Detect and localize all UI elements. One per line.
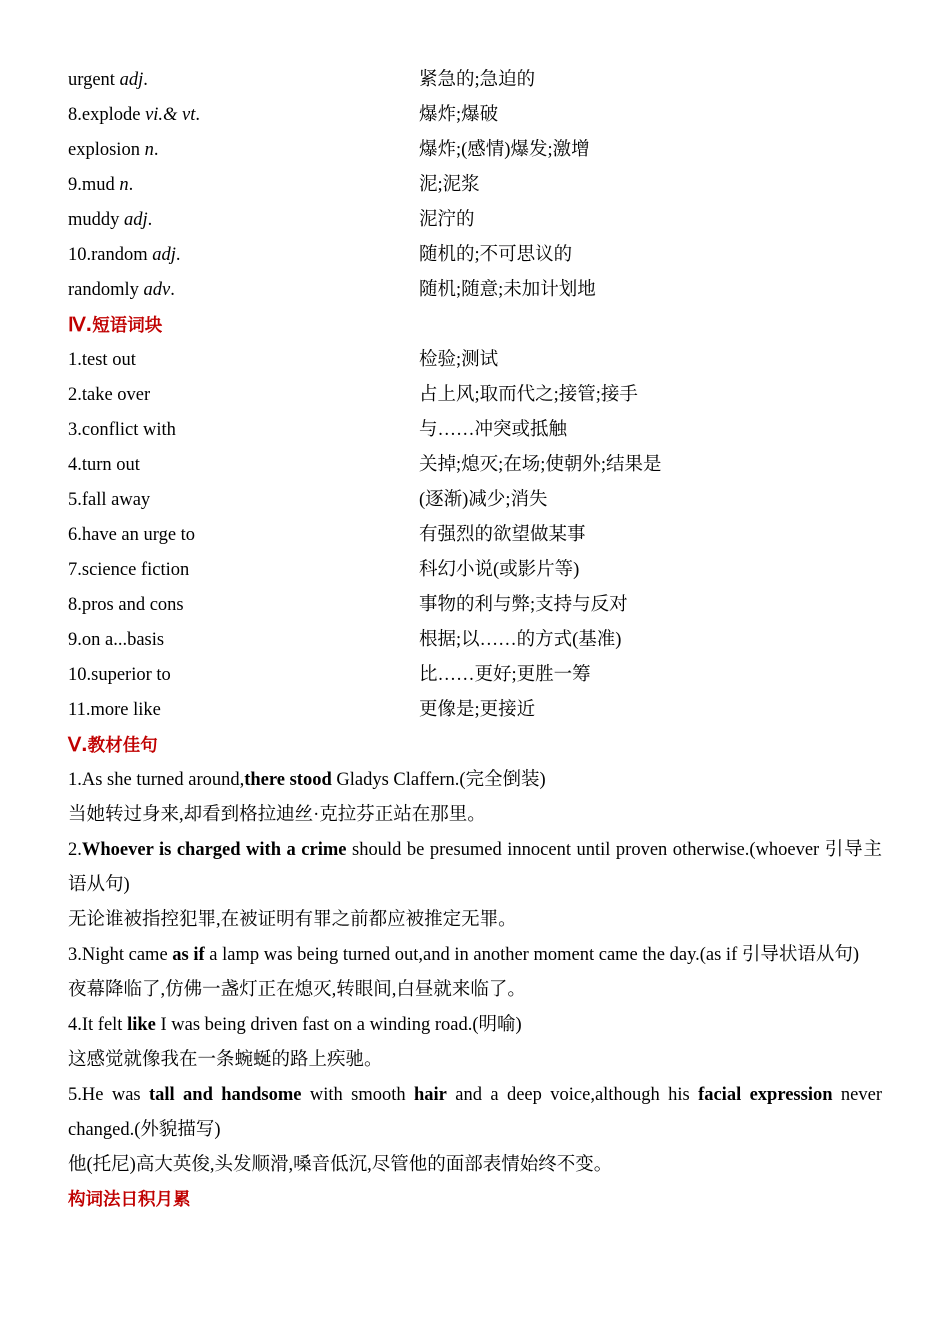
vocab-meaning: 随机;随意;未加计划地: [419, 280, 596, 300]
phrase-text: 10.superior to: [68, 665, 171, 685]
sentence-translation: 他(托尼)高大英俊,头发顺滑,嗓音低沉,尽管他的面部表情始终不变。: [68, 1155, 613, 1175]
phrase-row: [68, 588, 882, 623]
vocab-meaning: 随机的;不可思议的: [419, 245, 573, 265]
sentence-block-3: [68, 938, 882, 1008]
section-heading-phrases: Ⅳ.短语词块: [68, 315, 163, 336]
sentence-block-1: [68, 763, 882, 833]
section-heading-word-formation: 构词法日积月累: [68, 1190, 191, 1210]
phrase-row: [68, 483, 882, 518]
phrase-row: [68, 658, 882, 693]
phrase-text: 11.more like: [68, 700, 161, 720]
phrase-meaning: 根据;以……的方式(基准): [419, 630, 622, 650]
phrase-row: [68, 518, 882, 553]
sentence-english: 4.It felt like I was being driven fast on a winding road.(明喻): [68, 1015, 522, 1035]
phrase-meaning: 科幻小说(或影片等): [419, 560, 580, 580]
vocab-row: [68, 203, 882, 238]
sentence-english: 5.He was tall and handsome with smooth hair and a deep voice,although his facial expression never changed.(外貌描写): [68, 1085, 882, 1140]
phrase-row: [68, 413, 882, 448]
vocab-word: 8.explode vi.& vt.: [68, 105, 201, 125]
sentence-translation: 当她转过身来,却看到格拉迪丝·克拉芬正站在那里。: [68, 805, 486, 825]
phrase-meaning: 占上风;取而代之;接管;接手: [419, 385, 638, 405]
vocab-row: [68, 63, 882, 98]
sentence-translation: 这感觉就像我在一条蜿蜒的路上疾驰。: [68, 1050, 383, 1070]
page-content: [68, 63, 882, 1218]
vocab-row: [68, 133, 882, 168]
phrase-meaning: 与……冲突或抵触: [419, 420, 568, 440]
phrase-row: [68, 448, 882, 483]
vocab-row: [68, 238, 882, 273]
phrase-row: [68, 693, 882, 728]
phrase-text: 3.conflict with: [68, 420, 176, 440]
phrase-meaning: 检验;测试: [419, 350, 499, 370]
phrase-meaning: 更像是;更接近: [419, 700, 536, 720]
phrase-text: 4.turn out: [68, 455, 140, 475]
sentence-block-2: [68, 833, 882, 938]
phrase-row: [68, 343, 882, 378]
vocab-word: 10.random adj.: [68, 245, 181, 265]
phrase-meaning: (逐渐)减少;消失: [419, 490, 548, 510]
sentence-translation: 无论谁被指控犯罪,在被证明有罪之前都应被推定无罪。: [68, 910, 517, 930]
vocab-row: [68, 98, 882, 133]
sentence-english: 3.Night came as if a lamp was being turned out,and in another moment came the day.(as if 引导状语从句): [68, 945, 860, 965]
phrase-meaning: 事物的利与弊;支持与反对: [419, 595, 628, 615]
vocab-meaning: 紧急的;急迫的: [419, 70, 536, 90]
phrase-text: 7.science fiction: [68, 560, 190, 580]
vocab-row: [68, 168, 882, 203]
phrase-meaning: 关掉;熄灭;在场;使朝外;结果是: [419, 455, 662, 475]
section-heading-sentences: Ⅴ.教材佳句: [68, 735, 158, 756]
phrase-list: [68, 343, 882, 728]
phrase-text: 6.have an urge to: [68, 525, 196, 545]
vocab-row: [68, 273, 882, 308]
phrase-text: 1.test out: [68, 350, 136, 370]
vocab-word: explosion n.: [68, 140, 159, 160]
vocab-word: muddy adj.: [68, 210, 153, 230]
phrase-row: [68, 623, 882, 658]
phrase-row: [68, 378, 882, 413]
vocab-word: urgent adj.: [68, 70, 148, 90]
sentence-block-4: [68, 1008, 882, 1078]
phrase-text: 9.on a...basis: [68, 630, 165, 650]
sentence-translation: 夜幕降临了,仿佛一盏灯正在熄灭,转眼间,白昼就来临了。: [68, 980, 526, 1000]
phrase-text: 5.fall away: [68, 490, 151, 510]
vocab-list: [68, 63, 882, 308]
phrase-text: 8.pros and cons: [68, 595, 184, 615]
vocab-meaning: 泥;泥浆: [419, 175, 480, 195]
vocab-word: randomly adv.: [68, 280, 175, 300]
vocab-meaning: 泥泞的: [419, 210, 475, 230]
phrase-meaning: 有强烈的欲望做某事: [419, 525, 586, 545]
sentence-english: 2.Whoever is charged with a crime should be presumed innocent until proven otherwise.(whoever 引导主语从句): [68, 840, 882, 895]
sentence-english: 1.As she turned around,there stood Gladys Claffern.(完全倒装): [68, 770, 546, 790]
sentence-block-5: [68, 1078, 882, 1183]
phrase-meaning: 比……更好;更胜一筹: [419, 665, 591, 685]
vocab-meaning: 爆炸;(感情)爆发;激增: [419, 140, 590, 160]
vocab-word: 9.mud n.: [68, 175, 134, 195]
phrase-row: [68, 553, 882, 588]
vocab-meaning: 爆炸;爆破: [419, 105, 499, 125]
phrase-text: 2.take over: [68, 385, 151, 405]
